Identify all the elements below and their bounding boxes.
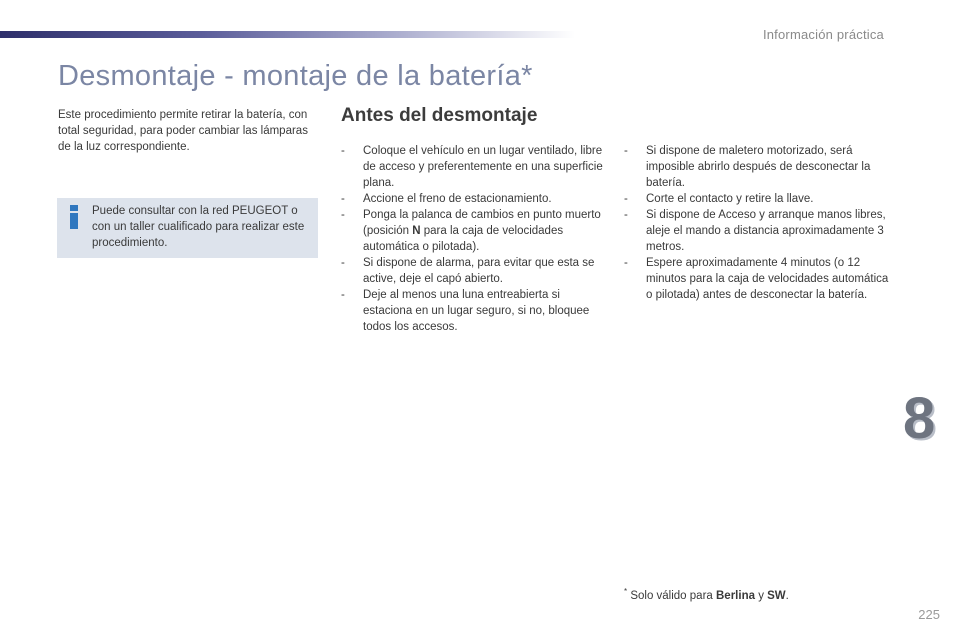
list-item: - Si dispone de alarma, para evitar que esta se active, deje el capó abierto. xyxy=(341,255,606,287)
model-sw: SW xyxy=(767,589,786,602)
section-label: Información práctica xyxy=(762,27,884,42)
list-item: - Coloque el vehículo en un lugar ventilado, libre de acceso y preferentemente en una superficie plana. xyxy=(341,143,606,191)
list-item: - Corte el contacto y retire la llave. xyxy=(624,191,889,207)
footnote: * Solo válido para Berlina y SW. xyxy=(624,587,789,602)
header-gradient-bar xyxy=(0,31,575,38)
page-number: 225 xyxy=(918,607,940,622)
list-item: - Accione el freno de estacionamiento. xyxy=(341,191,606,207)
model-berlina: Berlina xyxy=(716,589,755,602)
list-item: - Espere aproximadamente 4 minutos (o 12 minutos para la caja de velocidades automática o pilotada) antes de desconectar la batería. xyxy=(624,255,889,303)
intro-paragraph: Este procedimiento permite retirar la batería, con total seguridad, para poder cambiar las lámparas de la luz correspondiente. xyxy=(58,109,308,153)
info-note-box xyxy=(57,198,318,258)
info-note-text: Puede consultar con la red PEUGEOT o con un taller cualificado para realizar este procedimiento. xyxy=(92,205,305,249)
chapter-number: 8 xyxy=(903,386,936,451)
list-item: - Si dispone de maletero motorizado, será imposible abrirlo después de desconectar la batería. xyxy=(624,143,889,191)
steps-list-left xyxy=(341,143,606,335)
page-title: Desmontaje - montaje de la batería* xyxy=(58,60,533,92)
list-item: - Deje al menos una luna entreabierta si estaciona en un lugar seguro, si no, bloquee todos los accesos. xyxy=(341,287,606,335)
info-icon xyxy=(67,205,81,229)
section-subheading: Antes del desmontaje xyxy=(341,105,538,126)
steps-list-right xyxy=(624,143,889,303)
footnote-mark: * xyxy=(624,587,628,596)
list-item: - Ponga la palanca de cambios en punto muerto (posición N para la caja de velocidades automática o pilotada). xyxy=(341,207,606,255)
list-item: - Si dispone de Acceso y arranque manos libres, aleje el mando a distancia aproximadamente 3 metros. xyxy=(624,207,889,255)
